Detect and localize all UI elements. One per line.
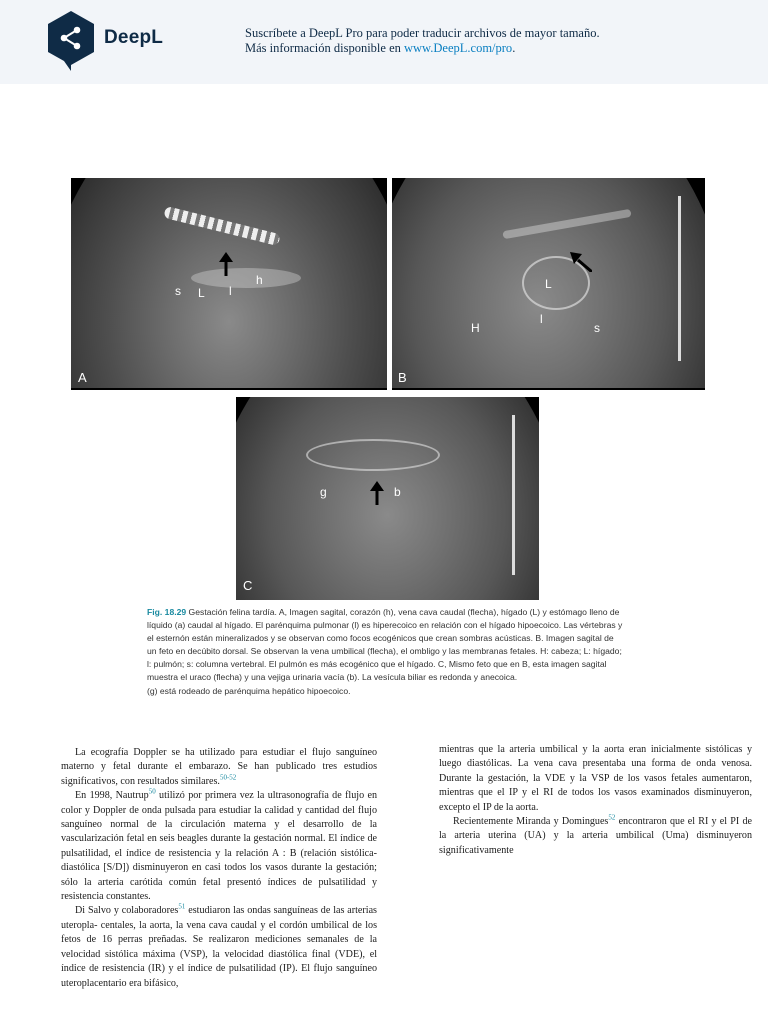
label-b: b <box>394 485 401 499</box>
ultrasound-panel-c <box>236 397 539 600</box>
scale-bar-c <box>512 415 515 575</box>
label-L: L <box>545 277 552 291</box>
text-column-right <box>439 743 752 858</box>
arrow-icon <box>570 252 592 272</box>
paragraph: Recientemente Miranda y Domingues$^{52}$ encontraron que el RI y el PI de la arteria uterina (UA) y la arteria umbilical (Uma) disminuyeron significativamente <box>439 813 752 856</box>
caption-text-2: (g) está rodeado de parénquima hepático hipoecoico. <box>147 685 351 696</box>
text-column-left <box>61 746 377 991</box>
deepl-pro-link[interactable]: www.DeepL.com/pro <box>404 41 513 55</box>
panel-letter-a: A <box>78 370 87 385</box>
organ-echo-a <box>191 268 301 288</box>
deepl-logo-icon[interactable] <box>46 10 96 72</box>
ultrasound-panel-b <box>392 178 705 390</box>
label-H: H <box>471 321 480 335</box>
figure-number: Fig. 18.29 <box>147 607 187 617</box>
deepl-banner <box>0 0 768 84</box>
panel-letter-b: B <box>398 370 407 385</box>
figure-18-29 <box>71 178 705 600</box>
promo-line-1: Suscríbete a DeepL Pro para poder traducir archivos de mayor tamaño. <box>245 26 600 40</box>
scale-bar-b <box>678 196 681 361</box>
citation-ref[interactable]: 50-52 <box>219 773 237 782</box>
paragraph: En 1998, Nautrup$^{50}$ utilizó por primera vez la ultrasonografía de flujo en color y Doppler de onda pulsada para estudiar la calidad y cantidad del flujo sanguíneo normal de la circulación materna y el desarrollo de la vascularización fetal en seis beagles durante la gestación normal. El índice de pulsatilidad, el índice de resistencia y la relación A : B (relación sistólica-diastólica [S/D]) disminuyeron en casi todos los vasos durante la gestación; sólo la arteria carótida común fetal presentó índices de pulsatilidad y resistencia constantes. <box>61 787 377 903</box>
label-L: L <box>198 286 205 300</box>
paragraph: mientras que la arteria umbilical y la aorta eran inicialmente sistólicas y luego diastólicas. La vena cava presentaba una forma de onda venosa. Durante la gestación, la VDE y la VSP de los vasos fetales aumentaron, mientras que el IP y el RI de todos los vasos examinados disminuyeron, excepto el IP de la aorta. <box>439 744 752 813</box>
label-h: h <box>256 273 263 287</box>
label-l: l <box>229 284 232 298</box>
label-l: l <box>540 312 543 326</box>
ultrasound-panel-a <box>71 178 387 390</box>
fetal-body-c <box>306 439 440 471</box>
caption-text <box>147 606 623 685</box>
panel-letter-c: C <box>243 578 253 593</box>
label-g: g <box>320 485 327 499</box>
promo-line-2: Más información disponible en www.DeepL.com/pro. <box>245 41 516 55</box>
paragraph: La ecografía Doppler se ha utilizado para estudiar el flujo sanguíneo materno y fetal durante el embarazo. Se han publicado tres estudios significativos, con resultados similares.$^{50-52}$ <box>61 747 377 787</box>
label-s: s <box>175 284 181 298</box>
deepl-promo-text <box>245 26 600 56</box>
arrow-icon <box>219 252 233 276</box>
citation-ref[interactable]: 50 <box>148 787 156 796</box>
citation-ref[interactable]: 51 <box>178 903 186 912</box>
arrow-icon <box>370 481 384 505</box>
citation-ref[interactable]: 52 <box>608 813 616 822</box>
figure-caption <box>147 606 623 698</box>
caption-body: Gestación felina tardía. A, Imagen sagital, corazón (h), vena cava caudal (flecha), hígado (L) y estómago lleno de líquido (a) caudal al hígado. El parénquima pulmonar (l) es hiperecoico en relación con el hígado hipoecoico. Las vértebras y el esternón están mineralizados y se observan como focos ecogénicos que crean sombras acústicas. B. Imagen sagital de un feto en decúbito dorsal. Se observan la vena umbilical (flecha), el ombligo y las membranas fetales. H: cabeza; L: hígado; l: pulmón; s: columna vertebral. El pulmón es más ecogénico que el hígado. C, Mismo feto que en B, esta imagen sagital muestra el uraco (flecha) y una vejiga urinaria vacía (b). La vesícula biliar es redonda y anecoica. <box>147 607 623 683</box>
deepl-logo-text[interactable]: DeepL <box>104 27 164 48</box>
paragraph: Di Salvo y colaboradores$^{51}$ estudiaron las ondas sanguíneas de las arterias uteropla- centales, la aorta, la vena cava caudal y el cordón umbilical de los fetos de 16 perras preñadas. Se realizaron mediciones semanales de la velocidad sistólica máxima (VSP), la velocidad diastólica final (VDE), el índice de resistencia (IR) y el índice de pulsatilidad (IP). El flujo sanguíneo uteroplacentario era bifásico, <box>61 903 377 989</box>
side-watermark <box>0 240 6 280</box>
ultrasound-image-c <box>236 397 539 600</box>
label-s: s <box>594 321 600 335</box>
